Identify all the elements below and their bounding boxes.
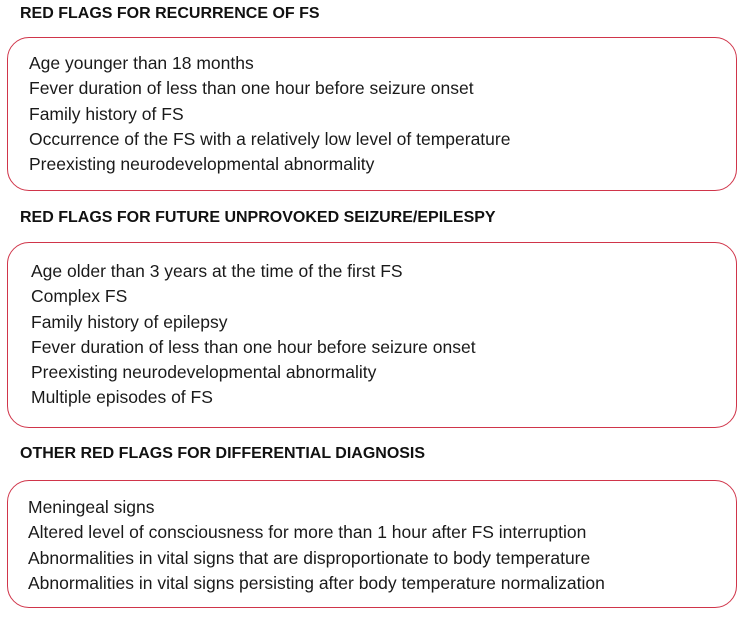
list-item: Preexisting neurodevelopmental abnormality: [31, 362, 377, 383]
differential-list: [8, 481, 736, 596]
red-flags-differential-box: [7, 480, 737, 608]
list-item: Age younger than 18 months: [29, 53, 254, 73]
list-item: Complex FS: [31, 286, 128, 307]
list-item: Family history of FS: [29, 103, 184, 124]
epilepsy-list: [8, 243, 736, 411]
list-item: Abnormalities in vital signs that are disproportionate to body temperature: [28, 547, 591, 568]
list-item: Fever duration of less than one hour before seizure onset: [29, 78, 474, 99]
recurrence-list: [8, 38, 736, 177]
section-heading-recurrence: RED FLAGS FOR RECURRENCE OF FS: [20, 5, 320, 22]
red-flags-recurrence-box: [7, 37, 737, 191]
list-item: Meningeal signs: [28, 497, 155, 517]
list-item: Multiple episodes of FS: [31, 387, 213, 408]
list-item: Preexisting neurodevelopmental abnormality: [29, 154, 375, 175]
list-item: Fever duration of less than one hour before seizure onset: [31, 336, 476, 357]
list-item: Age older than 3 years at the time of the first FS: [31, 261, 403, 281]
section-heading-differential: OTHER RED FLAGS FOR DIFFERENTIAL DIAGNOSIS: [20, 445, 426, 462]
red-flags-epilepsy-box: [7, 242, 737, 428]
section-heading-epilepsy: RED FLAGS FOR FUTURE UNPROVOKED SEIZURE/EPILESPY: [20, 209, 496, 226]
list-item: Altered level of consciousness for more than 1 hour after FS interruption: [28, 522, 587, 543]
list-item: Abnormalities in vital signs persisting after body temperature normalization: [28, 572, 605, 593]
list-item: Occurrence of the FS with a relatively low level of temperature: [29, 128, 511, 149]
list-item: Family history of epilepsy: [31, 311, 228, 332]
